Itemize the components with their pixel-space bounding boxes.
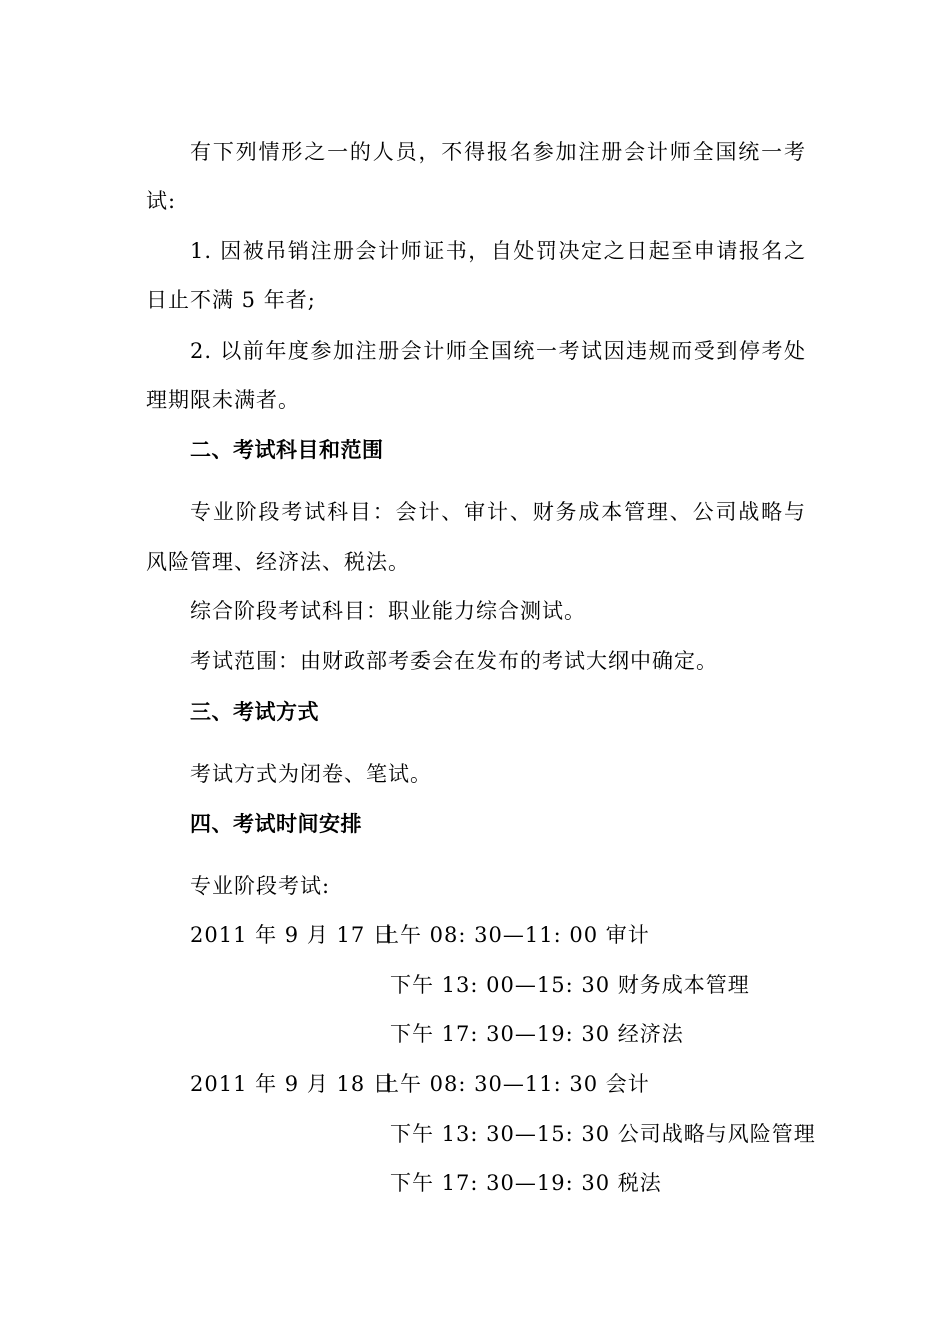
intro-line-1: 有下列情形之一的人员，不得报名参加注册会计师全国统一考	[190, 140, 806, 164]
schedule-session: 上午 08: 30—11: 00 审计	[378, 923, 650, 947]
section-2-p2: 综合阶段考试科目：职业能力综合测试。	[190, 599, 586, 623]
schedule-date-2: 2011 年 9 月 18 日	[190, 1072, 395, 1096]
section-3-p1: 考试方式为闭卷、笔试。	[190, 762, 432, 786]
section-2-p1-line-1: 专业阶段考试科目：会计、审计、财务成本管理、公司战略与	[190, 500, 806, 524]
schedule-label: 专业阶段考试:	[190, 874, 331, 898]
schedule-date-1: 2011 年 9 月 17 日	[190, 923, 395, 947]
section-2-p1-line-2: 风险管理、经济法、税法。	[146, 550, 410, 574]
section-4-heading: 四、考试时间安排	[190, 812, 362, 836]
item-2-line-1: 2. 以前年度参加注册会计师全国统一考试因违规而受到停考处	[190, 339, 806, 363]
item-1-line-2: 日止不满 5 年者;	[146, 288, 316, 312]
schedule-session: 下午 13: 30—15: 30 公司战略与风险管理	[390, 1122, 816, 1146]
section-2-heading: 二、考试科目和范围	[190, 438, 384, 462]
item-1-line-1: 1. 因被吊销注册会计师证书，自处罚决定之日起至申请报名之	[190, 239, 806, 263]
section-2-p3: 考试范围：由财政部考委会在发布的考试大纲中确定。	[190, 649, 718, 673]
schedule-session: 下午 17: 30—19: 30 税法	[390, 1171, 662, 1195]
intro-line-2: 试:	[146, 189, 177, 213]
schedule-session: 下午 17: 30—19: 30 经济法	[390, 1022, 684, 1046]
section-3-heading: 三、考试方式	[190, 700, 319, 724]
item-2-line-2: 理期限未满者。	[146, 388, 300, 412]
schedule-session: 上午 08: 30—11: 30 会计	[378, 1072, 650, 1096]
schedule-session: 下午 13: 00—15: 30 财务成本管理	[390, 973, 750, 997]
